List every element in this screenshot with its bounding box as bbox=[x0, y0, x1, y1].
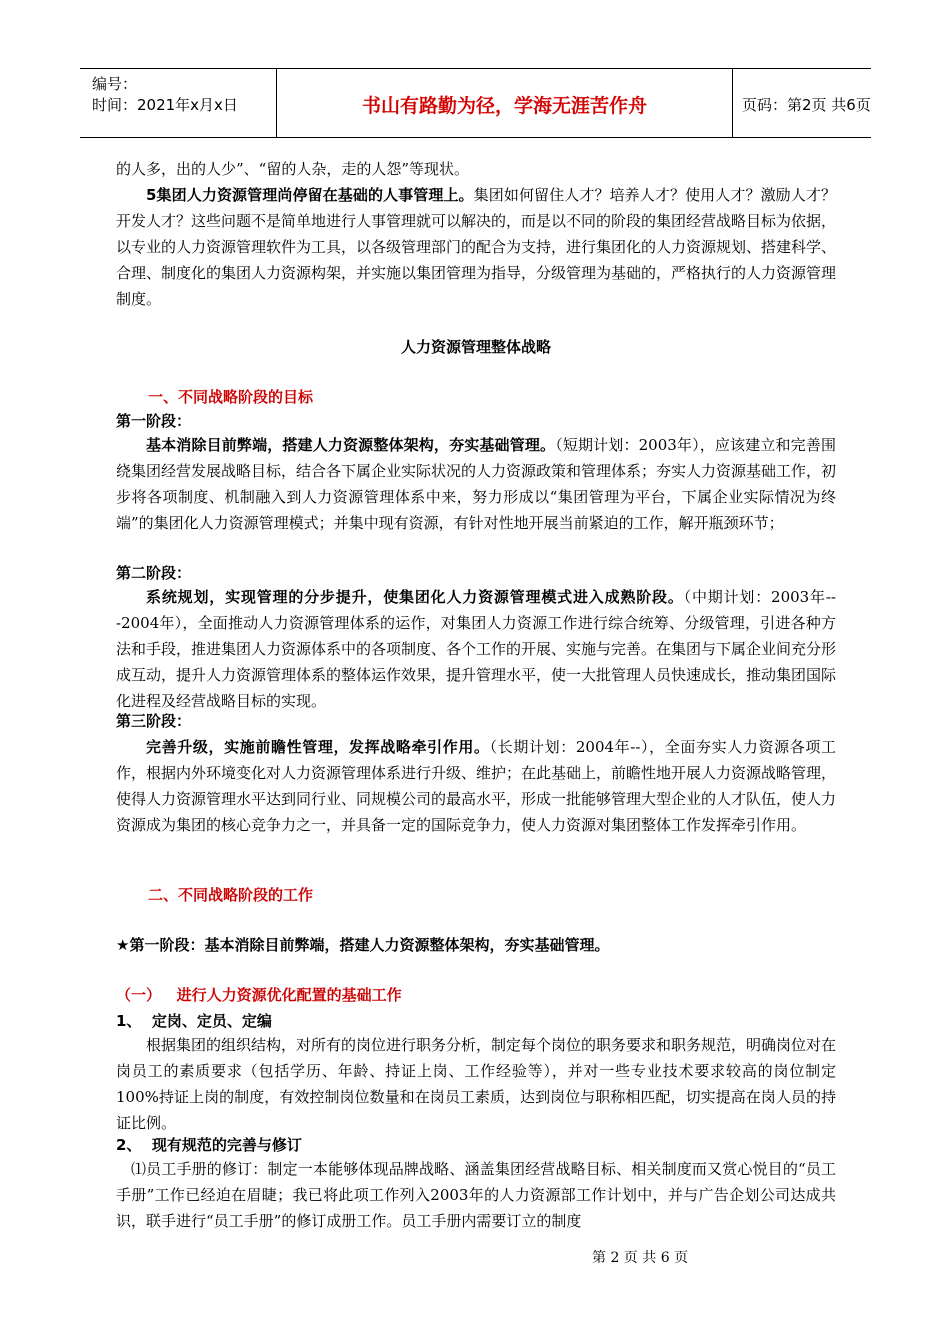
stage-2-label: 第二阶段： bbox=[116, 564, 192, 582]
strategy-title: 人力资源管理整体战略 bbox=[400, 338, 551, 356]
continued-text: 的人多，出的人少”、“留的人杂，走的人怨”等现状。 bbox=[116, 160, 470, 178]
continued-paragraph bbox=[116, 156, 836, 182]
stage-1-text: （短期计划：2003年），应该建立和完善围绕集团经营发展战略目标，结合各下属企业实际状况的人力资源政策和管理体系；夯实人力资源基础工作，初步将各项制度、机制融入到人力资源管理体系中来，努力形成以“集团管理为平台，下属企业实际情况为终端”的集团化人力资源管理模式；并集中现有资源，有针对性地开展当前紧迫的工作，解开瓶颈环节； bbox=[116, 436, 837, 532]
page-info: 页码：第2页 共6页 bbox=[742, 96, 871, 114]
stage-2-bold: 系统规划，实现管理的分步提升，使集团化人力资源管理模式进入成熟阶段。 bbox=[146, 588, 684, 606]
star-line: ★第一阶段：基本消除目前弊端，搭建人力资源整体架构，夯实基础管理。 bbox=[116, 936, 610, 954]
item-2-paragraph bbox=[116, 1156, 836, 1234]
header-table bbox=[80, 68, 871, 138]
section-1-title: 一、不同战略阶段的目标 bbox=[148, 388, 314, 406]
paragraph-5-bold: 5集团人力资源管理尚停留在基础的人事管理上。 bbox=[146, 186, 474, 204]
stage-1-paragraph bbox=[116, 432, 836, 536]
stage-1-bold: 基本消除目前弊端，搭建人力资源整体架构，夯实基础管理。 bbox=[146, 436, 556, 454]
stage-1-label: 第一阶段： bbox=[116, 412, 192, 430]
paragraph-5 bbox=[116, 182, 836, 312]
page-footer: 第 2 页 共 6 页 bbox=[592, 1250, 689, 1266]
item-1-paragraph bbox=[116, 1032, 836, 1136]
item-1-title: 1、 定岗、定员、定编 bbox=[116, 1012, 272, 1030]
subsection-1-title: （一） 进行人力资源优化配置的基础工作 bbox=[116, 986, 402, 1004]
motto: 书山有路勤为径，学海无涯苦作舟 bbox=[361, 95, 647, 117]
paragraph-5-text: 集团如何留住人才？培养人才？使用人才？激励人才？开发人才？这些问题不是简单地进行人事管理就可以解决的，而是以不同的阶段的集团经营战略目标为依据，以专业的人力资源管理软件为工具，以各级管理部门的配合为支持，进行集团化的人力资源规划、搭建科学、合理、制度化的集团人力资源构架，并实施以集团管理为指导，分级管理为基础的，严格执行的人力资源管理制度。 bbox=[116, 186, 837, 308]
header-left-cell bbox=[80, 69, 276, 137]
section-2-title: 二、不同战略阶段的工作 bbox=[148, 886, 314, 904]
time-label: 时间：2021年x月x日 bbox=[92, 96, 238, 114]
stage-3-paragraph bbox=[116, 734, 836, 838]
stage-2-text: （中期计划：2003年---2004年），全面推动人力资源管理体系的运作，对集团人力资源工作进行综合统筹、分级管理，引进各种方法和手段，推进集团人力资源体系中的各项制度、各个工作的开展、实施与完善。在集团与下属企业间充分形成互动，提升人力资源管理体系的整体运作效果，提升管理水平，使一大批管理人员快速成长，推动集团国际化进程及经营战略目标的实现。 bbox=[116, 588, 837, 710]
header-right-cell bbox=[732, 69, 871, 137]
code-label: 编号： bbox=[92, 75, 138, 93]
stage-3-label: 第三阶段： bbox=[116, 712, 192, 730]
stage-3-text: （长期计划：2004年--），全面夯实人力资源各项工作，根据内外环境变化对人力资源管理体系进行升级、维护；在此基础上，前瞻性地开展人力资源战略管理，使得人力资源管理水平达到同行业、同规模公司的最高水平，形成一批能够管理大型企业的人才队伍，使人力资源成为集团的核心竞争力之一，并具备一定的国际竞争力，使人力资源对集团整体工作发挥牵引作用。 bbox=[116, 738, 837, 834]
stage-3-bold: 完善升级，实施前瞻性管理，发挥战略牵引作用。 bbox=[146, 738, 490, 756]
item-2-text: ⑴员工手册的修订：制定一本能够体现品牌战略、涵盖集团经营战略目标、相关制度而又赏心悦目的“员工手册”工作已经迫在眉睫；我已将此项工作列入2003年的人力资源部工作计划中，并与广告企划公司达成共识，联手进行“员工手册”的修订成册工作。员工手册内需要订立的制度 bbox=[116, 1160, 836, 1230]
item-1-text: 根据集团的组织结构，对所有的岗位进行职务分析，制定每个岗位的职务要求和职务规范，明确岗位对在岗员工的素质要求（包括学历、年龄、持证上岗、工作经验等），并对一些专业技术要求较高的岗位制定100%持证上岗的制度，有效控制岗位数量和在岗员工素质，达到岗位与职称相匹配，切实提高在岗人员的持证比例。 bbox=[116, 1036, 837, 1132]
header-center-cell bbox=[276, 69, 733, 137]
item-2-title: 2、 现有规范的完善与修订 bbox=[116, 1136, 302, 1154]
stage-2-paragraph bbox=[116, 584, 836, 714]
